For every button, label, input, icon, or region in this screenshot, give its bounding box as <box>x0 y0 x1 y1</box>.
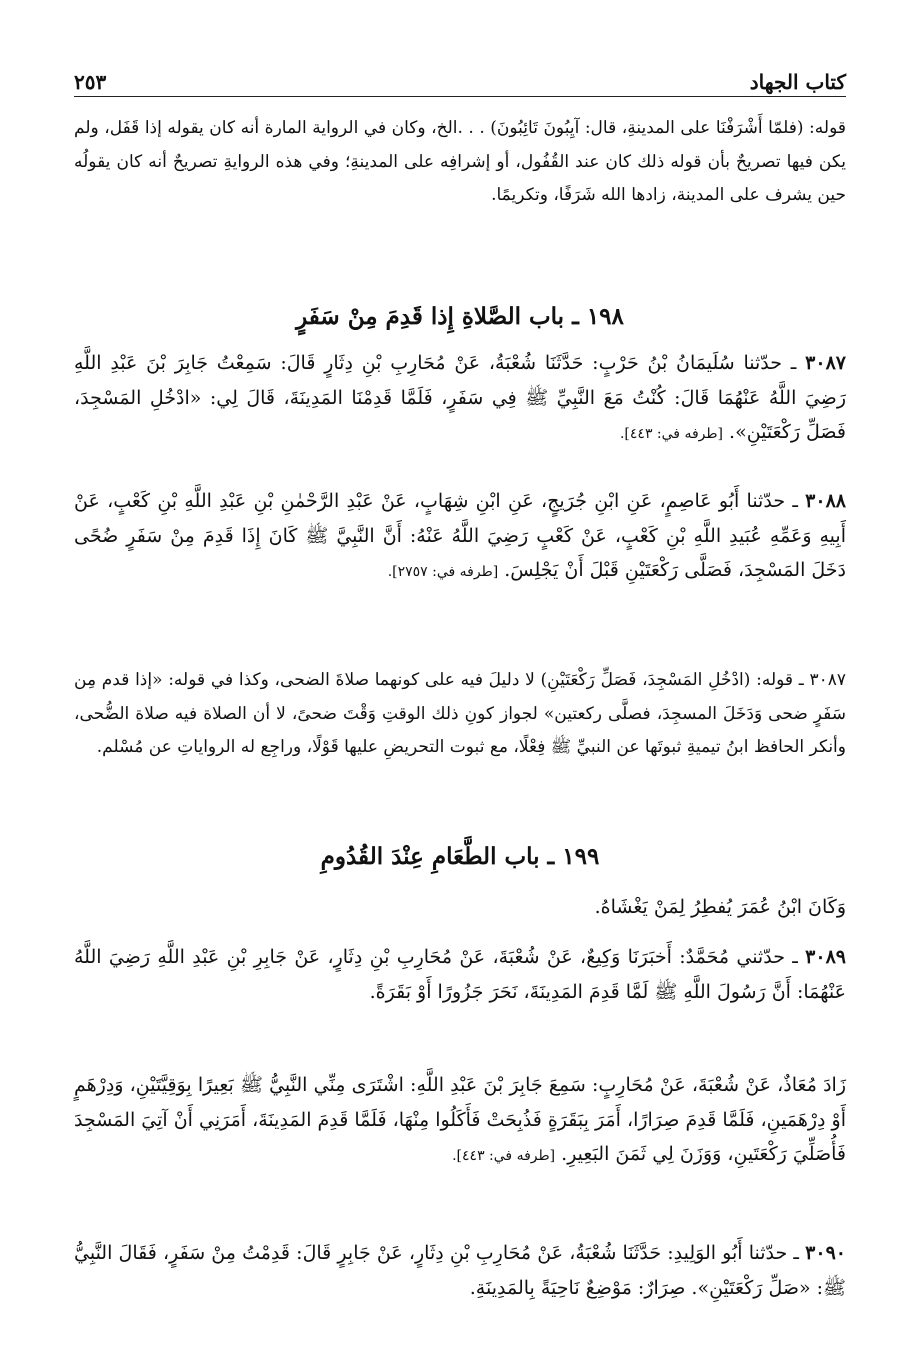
chapter-heading-198: ١٩٨ ـ باب الصَّلاةِ إِذا قَدِمَ مِنْ سَفَرٍ <box>296 303 624 330</box>
page-number: ٢٥٣ <box>74 70 107 94</box>
chapter-heading-199: ١٩٩ ـ باب الطَّعَامِ عِنْدَ القُدُومِ <box>320 843 600 870</box>
athar-ibn-umar: وَكَانَ ابْنُ عُمَرَ يُفطِرُ لِمَنْ يَغْشَاهُ. <box>594 896 846 918</box>
hadith-number: ٣٠٨٩ <box>805 946 846 968</box>
book-page <box>74 0 846 1367</box>
cross-reference: [طرفه في: ٤٤٣]. <box>619 426 723 442</box>
hadith-3090 <box>74 1236 846 1305</box>
hadith-text: زَادَ مُعَاذٌ، عَنْ شُعْبَةَ، عَنْ مُحَارِبٍ: سَمِعَ جَابِرَ بْنَ عَبْدِ اللَّهِ: اشْتَرَى مِنِّي النَّبِيُّ ﷺ بَعِيرًا بِوَقِيَّتَيْنِ، وَدِرْهَمٍ أَوْ دِرْهَمَينِ، فَلَمَّا قَدِمَ صِرَارًا، أَمَرَ بِبَقَرَةٍ فَذُبِحَتْ فَأَكَلُوا مِنْهَا، فَلَمَّا قَدِمَ المَدِينَةَ، أَمَرَنِي أَنْ آتِيَ المَسْجِدَ فَأُصَلِّيَ رَكْعَتَينِ، وَوَزَنَ لِي ثَمَنَ البَعِيرِ. <box>74 1074 846 1165</box>
cross-reference: [طرفه في: ٤٤٣]. <box>452 1148 556 1164</box>
hadith-text: ـ حدّثنا أَبُو عَاصِمٍ، عَنِ ابْنِ جُرَيجٍ، عَنِ ابْنِ شِهَابٍ، عَنْ عَبْدِ الرَّحْمٰنِ بْنِ عَبْدِ اللَّهِ بْنِ كَعْبٍ، عَنْ أَبِيهِ وَعَمِّهِ عُبَيدِ اللَّهِ بْنِ كَعْبٍ، عَنْ كَعْبٍ رَضِيَ اللَّهُ عَنْهُ: أَنَّ النَّبِيَّ ﷺ كَانَ إِذَا قَدِمَ مِنْ سَفَرٍ ضُحًى دَخَلَ المَسْجِدَ، فَصَلَّى رَكْعَتَيْنِ قَبْلَ أَنْ يَجْلِسَ. <box>74 490 846 581</box>
hadith-number: ٣٠٩٠ <box>805 1242 846 1264</box>
hadith-text: ـ حدّثنا أَبُو الوَلِيدِ: حَدَّثَنَا شُعْبَةُ، عَنْ مُحَارِبِ بْنِ دِثَارٍ، عَنْ جَابِرٍ قَالَ: قَدِمْتُ مِنْ سَفَرٍ، فَقَالَ النَّبِيُّ ﷺ: «صَلِّ رَكْعَتَيْنِ». صِرَارٌ: مَوْضِعٌ نَاحِيَةً بِالمَدِينَةِ. <box>74 1242 846 1299</box>
hadith-3087 <box>74 346 846 452</box>
hadith-text: ـ حدّثنا سُلَيمَانُ بْنُ حَرْبٍ: حَدَّثَنَا شُعْبَةُ، عَنْ مُحَارِبِ بْنِ دِثَارٍ قَالَ: سَمِعْتُ جَابِرَ بْنَ عَبْدِ اللَّهِ رَضِيَ اللَّهُ عَنْهُمَا قَالَ: كُنْتُ مَعَ النَّبِيِّ ﷺ فِي سَفَرٍ، فَلَمَّا قَدِمْنَا المَدِينَةَ، قَالَ لِي: «ادْخُلِ المَسْجِدَ، فَصَلِّ رَكْعَتَيْنِ». <box>74 352 846 443</box>
hadith-3088 <box>74 484 846 590</box>
hadith-3089-addition <box>74 1068 846 1174</box>
commentary-paragraph-top: قوله: (فلمّا أَشْرَفْنَا على المدينةِ، قال: آيِبُونَ تَائِبُونَ) . . .الخ، وكان في الرواية المارة أنه كان يقوله إذا قَفَل، ولم يكن فيها تصريحٌ بأن قوله ذلك كان عند القُفُول، أو إشرافِه على المدينةِ؛ وفي هذه الروايةِ تصريحٌ أنه كان يقولُه حين يشرف على المدينة، زادها الله شَرَفًا، وتكريمًا. <box>74 118 846 205</box>
header-rule <box>74 96 846 97</box>
hadith-text: ـ حدّثني مُحَمَّدٌ: أَخبَرَنَا وَكِيعٌ، عَنْ شُعْبَةَ، عَنْ مُحَارِبِ بْنِ دِثَارٍ، عَنْ جَابِرِ بْنِ عَبْدِ اللَّهِ رَضِيَ اللَّهُ عَنْهُمَا: أَنَّ رَسُولَ اللَّهِ ﷺ لَمَّا قَدِمَ المَدِينَةَ، نَحَرَ جَزُورًا أَوْ بَقَرَةً. <box>74 946 846 1003</box>
hadith-number: ٣٠٨٧ <box>805 352 846 374</box>
commentary-paragraph-3087: ٣٠٨٧ ـ قوله: (ادْخُلِ المَسْجِدَ، فَصَلِّ رَكْعَتَيْنِ) لا دليلَ فيه على كونهما صلاةَ الضحى، وكذا في قوله: «إذا قدم مِن سَفَرٍ ضحى وَدَخَلَ المسجِدَ، فصلَّى ركعتين» لجواز كونِ ذلك الوقتِ وَقْتَ ضحىً، لا أن الصلاة فيه صلاة الضُّحى، وأنكر الحافظ ابنُ تيميةِ ثبوتَها عن النبيِّ ﷺ فِعْلًا، مع ثبوت التحريضِ عليها قَوْلًا، وراجِع له الرواياتِ عن مُسْلم. <box>74 670 846 757</box>
cross-reference: [طرفه في: ٢٧٥٧]. <box>387 564 499 580</box>
running-head <box>74 60 846 94</box>
book-title: كتاب الجهاد <box>749 70 846 94</box>
hadith-3089 <box>74 940 846 1009</box>
hadith-number: ٣٠٨٨ <box>805 490 846 512</box>
